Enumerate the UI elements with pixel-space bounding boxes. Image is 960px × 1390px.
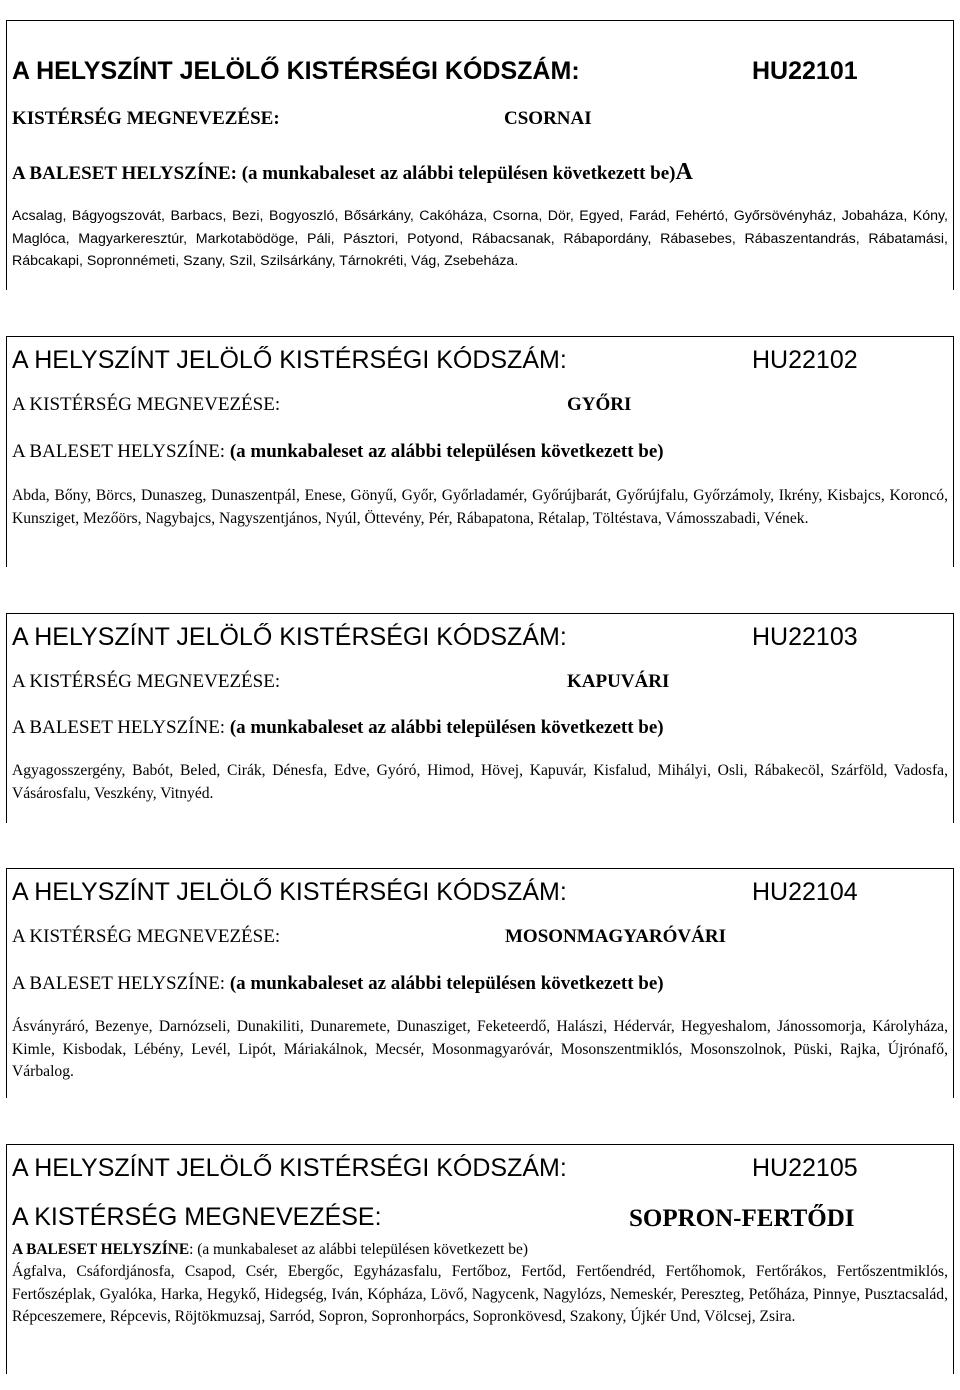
- accident-place-label-note: (a munkabaleset az alábbi településen következett be): [225, 973, 664, 994]
- district-name-label: A KISTÉRSÉG MEGNEVEZÉSE:: [12, 671, 281, 692]
- district-section-hu22104: [6, 868, 954, 1098]
- accident-place-label-text: A BALESET HELYSZÍNE: (a munkabaleset az alábbi településen következett be): [12, 163, 676, 184]
- accident-place-label: [12, 717, 664, 739]
- district-code: HU22102: [752, 346, 858, 374]
- district-code: HU22105: [752, 1154, 858, 1182]
- accident-place-label-suffix: A: [675, 159, 693, 185]
- district-name: MOSONMAGYARÓVÁRI: [505, 926, 726, 947]
- town-list: Ágfalva, Csáfordjánosfa, Csapod, Csér, Ebergőc, Egyházasfalu, Fertőboz, Fertőd, Fertőendréd, Fertőhomok, Fertőrákos, Fertőszentmiklós, Fertőszéplak, Gyalóka, Harka, Hegykő, Hidegség, Iván, Kópháza, Lövő, Nagycenk, Nagylózs, Nemeskér, Pereszteg, Petőháza, Pinnye, Pusztacsalád, Répceszemere, Répcevis, Röjtökmuzsaj, Sarród, Sopron, Sopronhorpács, Sopronkövesd, Szakony, Újkér Und, Völcsej, Zsira.: [12, 1263, 948, 1325]
- code-label: A HELYSZÍNT JELÖLŐ KISTÉRSÉGI KÓDSZÁM:: [12, 878, 567, 906]
- town-list: Ásványráró, Bezenye, Darnózseli, Dunakiliti, Dunaremete, Dunasziget, Feketeerdő, Halászi, Hédervár, Hegyeshalom, Jánossomorja, Károlyháza, Kimle, Kisbodak, Lébény, Levél, Lipót, Máriakálnok, Mecsér, Mosonmagyaróvár, Mosonszentmiklós, Mosonszolnok, Püski, Rajka, Újrónafő, Várbalog.: [12, 1018, 948, 1080]
- district-code: HU22104: [752, 878, 858, 906]
- accident-place-label-note: (a munkabaleset az alábbi településen következett be): [225, 441, 664, 462]
- accident-place-label: [12, 1241, 528, 1259]
- district-name: KAPUVÁRI: [567, 671, 670, 692]
- code-label: A HELYSZÍNT JELÖLŐ KISTÉRSÉGI KÓDSZÁM:: [12, 623, 567, 651]
- district-section-hu22102: [6, 336, 954, 567]
- code-label: A HELYSZÍNT JELÖLŐ KISTÉRSÉGI KÓDSZÁM:: [12, 346, 567, 374]
- district-name-label: A KISTÉRSÉG MEGNEVEZÉSE:: [12, 1203, 382, 1231]
- code-label: A HELYSZÍNT JELÖLŐ KISTÉRSÉGI KÓDSZÁM:: [12, 1154, 567, 1182]
- accident-place-label: [12, 159, 693, 186]
- accident-place-label-text: A BALESET HELYSZÍNE:: [12, 441, 226, 462]
- district-name-label: A KISTÉRSÉG MEGNEVEZÉSE:: [12, 394, 281, 415]
- accident-place-label: [12, 441, 664, 463]
- accident-place-label-text: A BALESET HELYSZÍNE:: [12, 973, 226, 994]
- town-list: Agyagosszergény, Babót, Beled, Cirák, Dénesfa, Edve, Gyóró, Himod, Hövej, Kapuvár, Kisfalud, Mihályi, Osli, Rábakecöl, Szárföld, Vadosfa, Vásárosfalu, Veszkény, Vitnyéd.: [12, 762, 948, 802]
- accident-place-label-note: (a munkabaleset az alábbi településen következett be): [225, 717, 664, 738]
- town-list: Acsalag, Bágyogszovát, Barbacs, Bezi, Bogyoszló, Bősárkány, Cakóháza, Csorna, Dör, Egyed, Farád, Fehértó, Győrsövényház, Jobaháza, Kóny, Maglóca, Magyarkeresztúr, Markotabödöge, Páli, Pásztori, Potyond, Rábacsanak, Rábapordány, Rábasebes, Rábaszentandrás, Rábatamási, Rábcakapi, Sopronnémeti, Szany, Szil, Szilsárkány, Tárnokréti, Vág, Zsebeháza.: [12, 208, 948, 270]
- code-label: A HELYSZÍNT JELÖLŐ KISTÉRSÉGI KÓDSZÁM:: [12, 57, 580, 85]
- district-section-hu22105: [6, 1144, 954, 1374]
- accident-place-label-text: A BALESET HELYSZÍNE: [12, 1241, 190, 1258]
- district-name: CSORNAI: [504, 108, 592, 129]
- district-section-hu22103: [6, 613, 954, 823]
- district-name-label: A KISTÉRSÉG MEGNEVEZÉSE:: [12, 926, 281, 947]
- district-code: HU22101: [752, 57, 858, 85]
- accident-place-label: [12, 973, 664, 995]
- town-list: Abda, Bőny, Börcs, Dunaszeg, Dunaszentpál, Enese, Gönyű, Győr, Győrladamér, Győrújbarát, Győrújfalu, Győrzámoly, Ikrény, Kisbajcs, Koroncó, Kunsziget, Mezőörs, Nagybajcs, Nagyszentjános, Nyúl, Öttevény, Pér, Rábapatona, Rétalap, Töltéstava, Vámosszabadi, Vének.: [12, 487, 948, 527]
- accident-place-label-note: : (a munkabaleset az alábbi településen következett be): [189, 1241, 528, 1258]
- district-section-hu22101: [6, 20, 954, 290]
- accident-place-label-text: A BALESET HELYSZÍNE:: [12, 717, 226, 738]
- district-name: GYŐRI: [567, 394, 632, 415]
- district-name: SOPRON-FERTŐDI: [629, 1205, 855, 1232]
- district-code: HU22103: [752, 623, 858, 651]
- district-name-label: KISTÉRSÉG MEGNEVEZÉSE:: [12, 108, 280, 129]
